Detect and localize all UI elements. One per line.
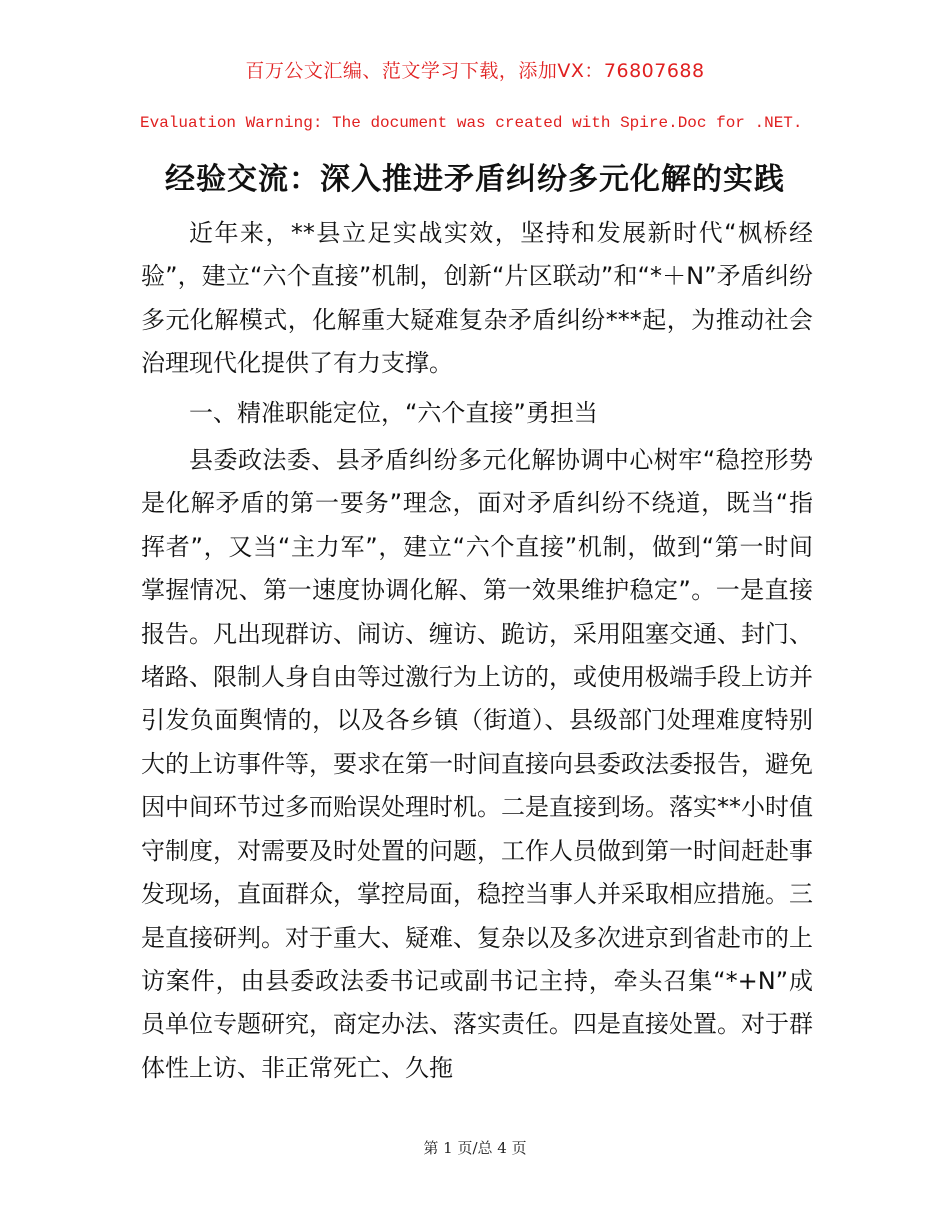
page-indicator: 第 1 页/总 4 页: [423, 1139, 527, 1157]
section-heading: 一、精准职能定位，“六个直接”勇担当: [189, 398, 598, 427]
intro-paragraph: 近年来，**县立足实战实效，坚持和发展新时代“枫桥经验”，建立“六个直接”机制，创新“片区联动”和“*＋N”矛盾纠纷多元化解模式，化解重大疑难复杂矛盾纠纷***起，为推动社会治理现代化提供了有力支撑。: [141, 219, 813, 378]
evaluation-warning: Evaluation Warning: The document was created with Spire.Doc for .NET.: [140, 114, 803, 132]
document-title: 经验交流：深入推进矛盾纠纷多元化解的实践: [165, 162, 785, 197]
body-paragraph: 县委政法委、县矛盾纠纷多元化解协调中心树牢“稳控形势是化解矛盾的第一要务”理念，面对矛盾纠纷不绕道，既当“指挥者”，又当“主力军”，建立“六个直接”机制，做到“第一时间掌握情况、第一速度协调化解、第一效果维护稳定”。一是直接报告。凡出现群访、闹访、缠访、跪访，采用阻塞交通、封门、堵路、限制人身自由等过激行为上访的，或使用极端手段上访并引发负面舆情的，以及各乡镇（街道）、县级部门处理难度特别大的上访事件等，要求在第一时间直接向县委政法委报告，避免因中间环节过多而贻误处理时机。二是直接到场。落实**小时值守制度，对需要及时处置的问题，工作人员做到第一时间赶赴事发现场，直面群众，掌控局面，稳控当事人并采取相应措施。三是直接研判。对于重大、疑难、复杂以及多次进京到省赴市的上访案件，由县委政法委书记或副书记主持，牵头召集“*+N”成员单位专题研究，商定办法、落实责任。四是直接处置。对于群体性上访、非正常死亡、久拖: [141, 446, 813, 1082]
document-body: [141, 212, 813, 1090]
header-banner: 百万公文汇编、范文学习下载，添加VX：76807688: [245, 60, 705, 82]
